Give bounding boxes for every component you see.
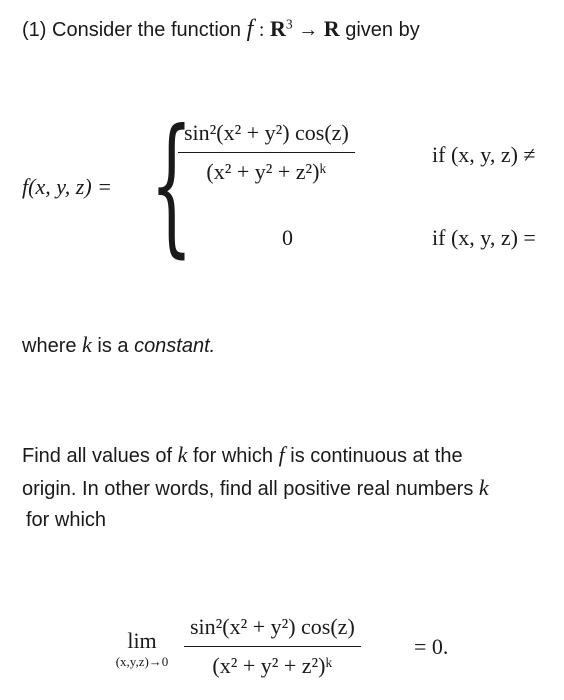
intro-arrow: → bbox=[298, 19, 319, 41]
case1-denominator: (x² + y² + z²)ᵏ bbox=[206, 159, 327, 184]
intro-prefix: (1) Consider the function bbox=[22, 19, 242, 41]
case1-numerator: sin²(x² + y²) cos(z) bbox=[178, 118, 355, 153]
find-k: k bbox=[177, 442, 188, 467]
where-line bbox=[22, 330, 215, 361]
case2-condition: if (x, y, z) = bbox=[432, 225, 536, 250]
where-k: k bbox=[82, 332, 92, 357]
where-prefix: where bbox=[22, 335, 77, 357]
case1-condition: if (x, y, z) ≠ bbox=[432, 142, 536, 167]
find-f: f bbox=[278, 442, 285, 467]
limit-word: lim bbox=[127, 628, 157, 653]
limit-operator bbox=[100, 628, 184, 670]
where-mid: is a bbox=[97, 335, 129, 357]
intro-suffix: given by bbox=[345, 19, 420, 41]
find-k-2: k bbox=[478, 475, 489, 500]
intro-f: f bbox=[246, 16, 254, 42]
limit-fraction bbox=[184, 612, 361, 681]
intro-colon: : bbox=[258, 19, 265, 41]
find-line-3: for which bbox=[26, 509, 107, 531]
intro-domain: R bbox=[269, 16, 286, 41]
limit-numerator: sin²(x² + y²) cos(z) bbox=[184, 612, 361, 647]
where-constant: constant. bbox=[134, 335, 216, 357]
limit-subscript: (x,y,z)→0 bbox=[115, 654, 169, 669]
find-line-2: origin. In other words, find all positive real numbers k bbox=[22, 475, 489, 500]
case2-value: 0 bbox=[282, 225, 293, 250]
limit-rhs: = 0. bbox=[414, 634, 449, 659]
definition-lhs: f(x, y, z) = bbox=[22, 174, 112, 199]
intro-codomain: R bbox=[323, 16, 340, 41]
intro-line bbox=[22, 14, 420, 45]
find-line-1: Find all values of k for which f is continuous at the bbox=[22, 442, 463, 467]
case1-fraction bbox=[178, 118, 355, 187]
intro-domain-exponent: 3 bbox=[285, 16, 293, 32]
limit-denominator: (x² + y² + z²)ᵏ bbox=[212, 653, 333, 678]
left-brace: { bbox=[150, 98, 193, 272]
